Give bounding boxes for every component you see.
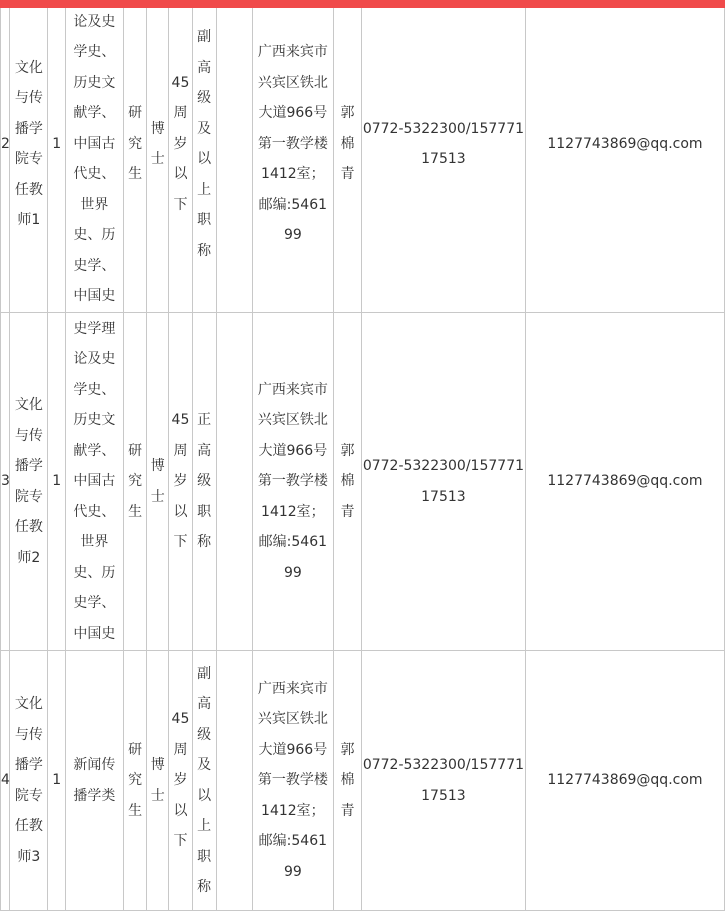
major-cell: 论及史学史、历史文献学、中国古代史、世界史、历史学、中国史 <box>65 0 123 313</box>
degree-cell: 博士 <box>147 651 169 911</box>
count-cell: 1 <box>48 651 66 911</box>
education-cell: 研究生 <box>123 651 147 911</box>
email-cell: 1127743869@qq.com <box>525 0 724 313</box>
count-cell: 1 <box>48 313 66 651</box>
table-row <box>1 0 725 313</box>
row-index: 4 <box>1 651 10 911</box>
department-cell: 文化与传播学院专任教师1 <box>10 0 48 313</box>
table-row <box>1 313 725 651</box>
department-cell: 文化与传播学院专任教师2 <box>10 313 48 651</box>
age-cell: 45周岁以下 <box>169 651 193 911</box>
title-requirement-cell: 正高级职称 <box>192 313 216 651</box>
top-accent-bar <box>0 0 725 8</box>
degree-cell: 博士 <box>147 313 169 651</box>
contact-person-cell: 郭棉青 <box>334 0 362 313</box>
department-cell: 文化与传播学院专任教师3 <box>10 651 48 911</box>
other-requirement-cell <box>216 0 252 313</box>
address-cell: 广西来宾市兴宾区铁北大道966号第一教学楼1412室；邮编:546199 <box>252 651 333 911</box>
address-cell: 广西来宾市兴宾区铁北大道966号第一教学楼1412室；邮编:546199 <box>252 0 333 313</box>
count-cell: 1 <box>48 0 66 313</box>
row-index: 3 <box>1 313 10 651</box>
age-cell: 45周岁以下 <box>169 0 193 313</box>
title-requirement-cell: 副高级及以上职称 <box>192 0 216 313</box>
other-requirement-cell <box>216 313 252 651</box>
phone-cell: 0772-5322300/15777117513 <box>361 651 525 911</box>
phone-cell: 0772-5322300/15777117513 <box>361 313 525 651</box>
other-requirement-cell <box>216 651 252 911</box>
address-cell: 广西来宾市兴宾区铁北大道966号第一教学楼1412室；邮编:546199 <box>252 313 333 651</box>
age-cell: 45周岁以下 <box>169 313 193 651</box>
degree-cell: 博士 <box>147 0 169 313</box>
contact-person-cell: 郭棉青 <box>334 651 362 911</box>
major-cell: 新闻传播学类 <box>65 651 123 911</box>
education-cell: 研究生 <box>123 0 147 313</box>
row-index: 2 <box>1 0 10 313</box>
major-cell: 史学理论及史学史、历史文献学、中国古代史、世界史、历史学、中国史 <box>65 313 123 651</box>
email-cell: 1127743869@qq.com <box>525 313 724 651</box>
phone-cell: 0772-5322300/15777117513 <box>361 0 525 313</box>
contact-person-cell: 郭棉青 <box>334 313 362 651</box>
education-cell: 研究生 <box>123 313 147 651</box>
email-cell: 1127743869@qq.com <box>525 651 724 911</box>
table-row <box>1 651 725 911</box>
title-requirement-cell: 副高级及以上职称 <box>192 651 216 911</box>
